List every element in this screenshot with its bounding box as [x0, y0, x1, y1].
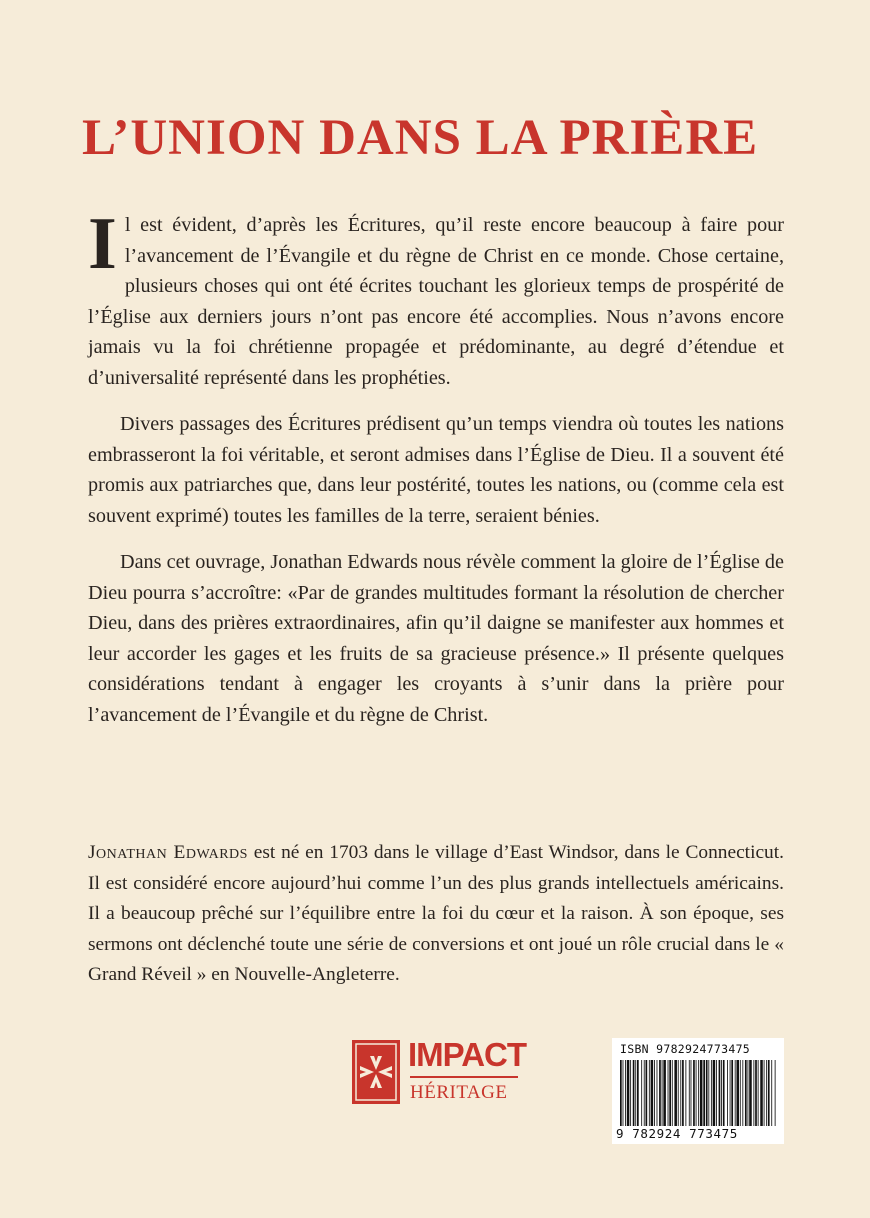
publisher-name-line-2: HÉRITAGE — [410, 1082, 508, 1103]
barcode-bar — [633, 1060, 635, 1126]
barcode-bar — [627, 1060, 630, 1126]
barcode-bar — [716, 1060, 717, 1126]
barcode-bar — [736, 1060, 739, 1126]
barcode-bar — [753, 1060, 754, 1126]
barcode-bar — [635, 1060, 636, 1126]
isbn-barcode — [612, 1038, 784, 1144]
author-bio — [88, 838, 784, 991]
barcode-bar — [758, 1060, 759, 1126]
barcode-bar — [775, 1060, 776, 1126]
barcode-bar — [711, 1060, 712, 1126]
author-bio-text: est né en 1703 dans le village d’East Windsor, dans le Connecticut. Il est considéré encore aujourd’hui comme l’un des plus grands intellectuels américains. Il a beaucoup prêché sur l’équilibre entre la foi du cœur et la raison. À son époque, ses sermons ont déclenché toute une série de conversions et ont joué un rôle crucial dans le « Grand Réveil » en Nouvelle-Angleterre. — [88, 842, 784, 985]
barcode-bar — [668, 1060, 669, 1126]
barcode-bar — [721, 1060, 722, 1126]
barcode-bar — [764, 1060, 765, 1126]
barcode-bar — [740, 1060, 741, 1126]
barcode-bar — [727, 1060, 728, 1126]
barcode-bar — [723, 1060, 725, 1126]
barcode-bar — [625, 1060, 626, 1126]
barcode-bar — [663, 1060, 666, 1126]
barcode-bar — [749, 1060, 752, 1126]
barcode-bar — [649, 1060, 650, 1126]
publisher-name-line-1: IMPACT — [408, 1036, 527, 1073]
barcode-bar — [669, 1060, 671, 1126]
barcode-bar — [755, 1060, 757, 1126]
barcode-bars — [618, 1060, 778, 1126]
barcode-bar — [691, 1060, 692, 1126]
barcode-bar — [685, 1060, 686, 1126]
barcode-bar — [680, 1060, 681, 1126]
barcode-bar — [698, 1060, 699, 1126]
maltese-cross-icon — [352, 1040, 400, 1104]
barcode-bar — [646, 1060, 648, 1126]
barcode-bar — [662, 1060, 663, 1126]
barcode-bar — [742, 1060, 743, 1126]
drop-cap: I — [88, 203, 117, 285]
barcode-bar — [700, 1060, 703, 1126]
barcode-bar — [654, 1060, 655, 1126]
barcode-bar — [696, 1060, 697, 1126]
barcode-bar — [678, 1060, 679, 1126]
barcode-bar — [703, 1060, 705, 1126]
barcode-bar — [708, 1060, 709, 1126]
blurb — [88, 203, 784, 746]
blurb-paragraph-1 — [88, 203, 784, 393]
barcode-digits: 9 782924 773475 — [616, 1126, 738, 1141]
publisher-logo — [352, 1036, 527, 1108]
barcode-bar — [768, 1060, 770, 1126]
book-title: L’UNION DANS LA PRIÈRE — [82, 110, 759, 166]
barcode-bar — [760, 1060, 763, 1126]
barcode-bar — [623, 1060, 624, 1126]
isbn-label: ISBN 9782924773475 — [620, 1042, 751, 1056]
barcode-bar — [630, 1060, 631, 1126]
barcode-bar — [693, 1060, 695, 1126]
barcode-bar — [748, 1060, 749, 1126]
barcode-bar — [659, 1060, 661, 1126]
barcode-bar — [766, 1060, 767, 1126]
barcode-bar — [719, 1060, 721, 1126]
barcode-bar — [745, 1060, 747, 1126]
barcode-bar — [672, 1060, 673, 1126]
barcode-bar — [637, 1060, 639, 1126]
barcode-bar — [641, 1060, 642, 1126]
blurb-paragraph-3: Dans cet ouvrage, Jonathan Edwards nous révèle comment la gloire de l’Église de Dieu pourra s’accroître: «Par de grandes multitudes formant la résolution de chercher Dieu, dans des prières extraordinaires, afin qu’il daigne se manifester aux hommes et leur accorder les gages et les fruits de sa gracieuse présence.» Il présente quelques considérations tendant à engager les croyants à s’unir dans la prière pour l’avancement de l’Évangile et du règne de Christ. — [88, 551, 784, 726]
barcode-bar — [682, 1060, 684, 1126]
publisher-rule — [410, 1076, 518, 1078]
barcode-bar — [706, 1060, 708, 1126]
author-name: Jonathan Edwards — [88, 842, 248, 863]
barcode-bar — [651, 1060, 654, 1126]
barcode-bar — [735, 1060, 736, 1126]
barcode-bar — [657, 1060, 658, 1126]
barcode-bar — [689, 1060, 690, 1126]
barcode-bar — [771, 1060, 772, 1126]
barcode-bar — [713, 1060, 716, 1126]
barcode-bar — [731, 1060, 733, 1126]
barcode-bar — [674, 1060, 677, 1126]
barcode-bar — [730, 1060, 731, 1126]
blurb-paragraph-1-text: l est évident, d’après les Écritures, qu’il reste encore beaucoup à faire pour l’avancement de l’Évangile et du règne de Christ en ce monde. Chose certaine, plusieurs choses qui ont été écrites touchant les glorieux temps de prospérité de l’Église aux derniers jours n’ont pas encore été accomplies. Nous n’avons encore jamais vu la foi chrétienne propagée et prédominante, au degré d’étendue et d’universalité représenté dans les prophéties. — [88, 214, 784, 389]
barcode-bar — [644, 1060, 645, 1126]
barcode-bar — [620, 1060, 622, 1126]
blurb-paragraph-2: Divers passages des Écritures prédisent qu’un temps viendra où toutes les nations embrasseront la foi véritable, et seront admises dans l’Église de Dieu. Il a souvent été promis aux patriarches que, dans leur postérité, toutes les nations, ou (comme cela est souvent exprimé) toutes les familles de la terre, seraient bénies. — [88, 413, 784, 527]
